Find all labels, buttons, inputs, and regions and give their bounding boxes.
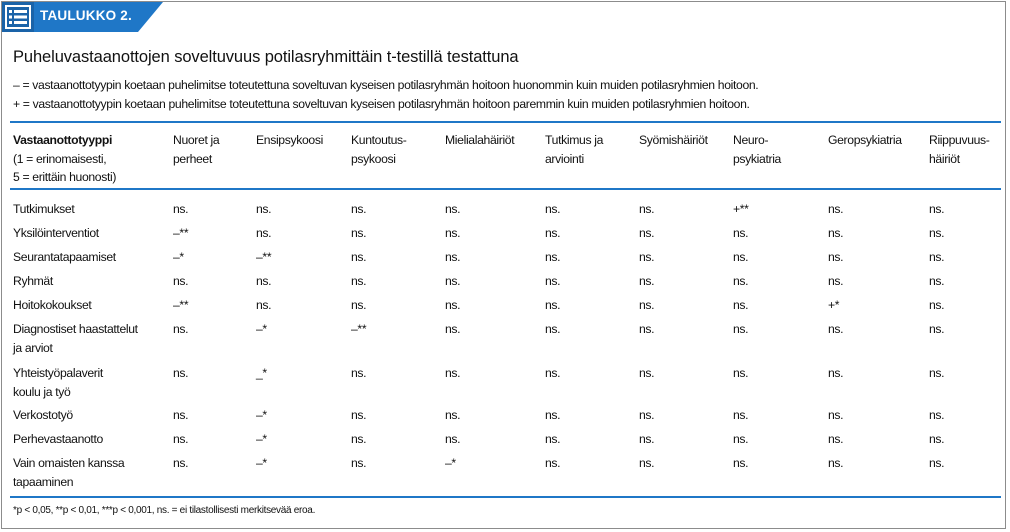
table-cell: ns. [173,432,189,446]
table-cell: ns. [173,322,189,336]
legend-plus-note: + = vastaanottotyypin koetaan puhelimitse toteutettuna soveltuvan kyseisen potilasryhmän hoitoon paremmin kuin muiden potilasryhmien hoitoon. [13,97,750,111]
table-cell: ns. [351,298,367,312]
table-cell: ns. [639,226,655,240]
table-cell: ns. [173,366,189,380]
table-header-rule [10,188,1001,190]
table-cell: ns. [828,274,844,288]
table-cell: ns. [733,408,749,422]
header-column-line2: psykiatria [733,151,781,166]
row-label-line2: ja arviot [13,340,53,355]
table-cell: ns. [445,432,461,446]
table-cell: ns. [828,202,844,216]
table-cell: ns. [545,274,561,288]
table-cell: _* [256,366,267,380]
table-cell: –* [256,322,267,336]
header-first-title: Vastaanottotyyppi [13,133,113,147]
row-label [13,320,138,357]
table-cell: ns. [733,250,749,264]
header-column-8 [828,131,902,150]
table-cell: ns. [639,250,655,264]
table-cell: –* [173,250,184,264]
table-cell: ns. [545,202,561,216]
legend-minus-note: – = vastaanottotyypin koetaan puhelimitse toteutettuna soveltuvan kyseisen potilasryhmän hoitoon huonommin kuin muiden potilasryhmien hoitoon. [13,78,759,92]
row-label [13,272,53,291]
table-cell: ns. [256,298,272,312]
table-cell: –* [256,408,267,422]
header-column-6 [639,131,708,150]
table-cell: ns. [929,298,945,312]
table-cell: ns. [445,274,461,288]
table-cell: ns. [351,274,367,288]
table-cell: ns. [929,456,945,470]
table-cell: –* [445,456,456,470]
table-top-rule [10,121,1001,123]
table-cell: ns. [545,456,561,470]
header-column-line2: arviointi [545,151,584,166]
header-column-line1: Tutkimus ja [545,133,604,147]
table-cell: ns. [733,226,749,240]
header-column-4 [445,131,514,150]
header-column-line1: Geropsykiatria [828,133,902,147]
table-cell: ns. [351,202,367,216]
row-label-line1: Verkostotyö [13,408,73,422]
table-cell: –* [256,456,267,470]
header-column-1 [173,131,219,168]
header-first-column [13,131,116,187]
table-cell: ns. [545,298,561,312]
table-cell: ns. [545,408,561,422]
header-column-line1: Kuntoutus- [351,133,407,147]
table-cell: ns. [929,250,945,264]
header-column-5 [545,131,603,168]
table-cell: ns. [733,432,749,446]
table-cell: ns. [351,432,367,446]
table-cell: ns. [929,408,945,422]
table-cell: ns. [929,226,945,240]
table-cell: –** [173,298,189,312]
row-label-line1: Ryhmät [13,274,53,288]
table-cell: ns. [173,408,189,422]
table-cell: –** [351,322,367,336]
table-cell: ns. [545,322,561,336]
header-column-7 [733,131,781,168]
table-cell: ns. [173,202,189,216]
header-column-3 [351,131,406,168]
row-label [13,200,74,219]
table-cell: ns. [445,202,461,216]
row-label [13,248,116,267]
table-cell: ns. [733,274,749,288]
table-cell: ns. [351,366,367,380]
table-cell: ns. [173,456,189,470]
table-cell: ns. [351,408,367,422]
header-column-line2: häiriöt [929,151,960,166]
table-list-icon [5,5,31,29]
table-cell: +* [828,298,840,312]
table-cell: ns. [445,250,461,264]
header-column-line2: psykoosi [351,151,396,166]
header-column-line1: Ensipsykoosi [256,133,323,147]
table-cell: ns. [828,226,844,240]
table-cell: ns. [351,226,367,240]
header-column-line1: Neuro- [733,133,769,147]
header-column-9 [929,131,990,168]
table-cell: ns. [351,456,367,470]
table-cell: ns. [545,366,561,380]
table-cell: ns. [828,408,844,422]
table-cell: ns. [445,366,461,380]
header-column-line1: Mielialahäiriöt [445,133,515,147]
table-cell: ns. [929,274,945,288]
table-bottom-rule [10,496,1001,498]
table-figure [1,1,1006,529]
table-cell: –** [256,250,272,264]
table-cell: ns. [733,366,749,380]
row-label [13,454,124,491]
header-first-scale-line2: 5 = erittäin huonosti) [13,170,117,184]
row-label [13,224,99,243]
header-column-line1: Nuoret ja [173,133,220,147]
table-cell: ns. [445,322,461,336]
table-cell: ns. [639,432,655,446]
row-label-line1: Tutkimukset [13,202,75,216]
header-column-line2: perheet [173,151,212,166]
table-cell: ns. [351,250,367,264]
table-cell: ns. [828,432,844,446]
table-cell: ns. [929,432,945,446]
row-label-line1: Diagnostiset haastattelut [13,322,138,336]
table-cell: –* [256,432,267,446]
row-label-line2: koulu ja työ [13,384,71,399]
row-label-line1: Perhevastaanotto [13,432,103,446]
table-cell: ns. [256,274,272,288]
table-cell: ns. [445,298,461,312]
row-label-line2: tapaaminen [13,474,74,489]
row-label-line1: Seurantatapaamiset [13,250,116,264]
table-cell: ns. [828,456,844,470]
table-cell: ns. [639,408,655,422]
table-cell: ns. [733,456,749,470]
row-label-line1: Vain omaisten kanssa [13,456,125,470]
table-cell: ns. [639,456,655,470]
row-label-line1: Hoitokokoukset [13,298,92,312]
table-cell: ns. [639,322,655,336]
table-cell: ns. [828,250,844,264]
header-column-2 [256,131,323,150]
table-cell: ns. [545,250,561,264]
header-column-line1: Riippuvuus- [929,133,990,147]
table-cell: ns. [828,322,844,336]
table-cell: ns. [256,226,272,240]
table-cell: ns. [639,202,655,216]
row-label-line1: Yhteistyöpalaverit [13,366,103,380]
table-cell: –** [173,226,189,240]
row-label [13,296,91,315]
table-cell: ns. [445,408,461,422]
table-tab [2,2,162,32]
header-first-scale-line1: (1 = erinomaisesti, [13,151,107,166]
table-cell: ns. [545,432,561,446]
table-cell: +** [733,202,749,216]
header-column-line1: Syömishäiriöt [639,133,708,147]
table-label: TAULUKKO 2. [40,8,132,23]
table-cell: ns. [828,366,844,380]
table-cell: ns. [445,226,461,240]
table-cell: ns. [639,274,655,288]
table-cell: ns. [929,202,945,216]
table-cell: ns. [929,366,945,380]
table-cell: ns. [929,322,945,336]
table-cell: ns. [733,322,749,336]
row-label [13,406,73,425]
table-cell: ns. [639,298,655,312]
row-label [13,430,103,449]
table-cell: ns. [173,274,189,288]
significance-footnote: *p < 0,05, **p < 0,01, ***p < 0,001, ns. = ei tilastollisesti merkitsevää eroa. [13,505,316,516]
table-cell: ns. [545,226,561,240]
table-cell: ns. [639,366,655,380]
table-title: Puheluvastaanottojen soveltuvuus potilasryhmittäin t-testillä testattuna [13,48,519,66]
row-label-line1: Yksilöinterventiot [13,226,99,240]
table-cell: ns. [256,202,272,216]
row-label [13,364,103,401]
table-cell: ns. [733,298,749,312]
